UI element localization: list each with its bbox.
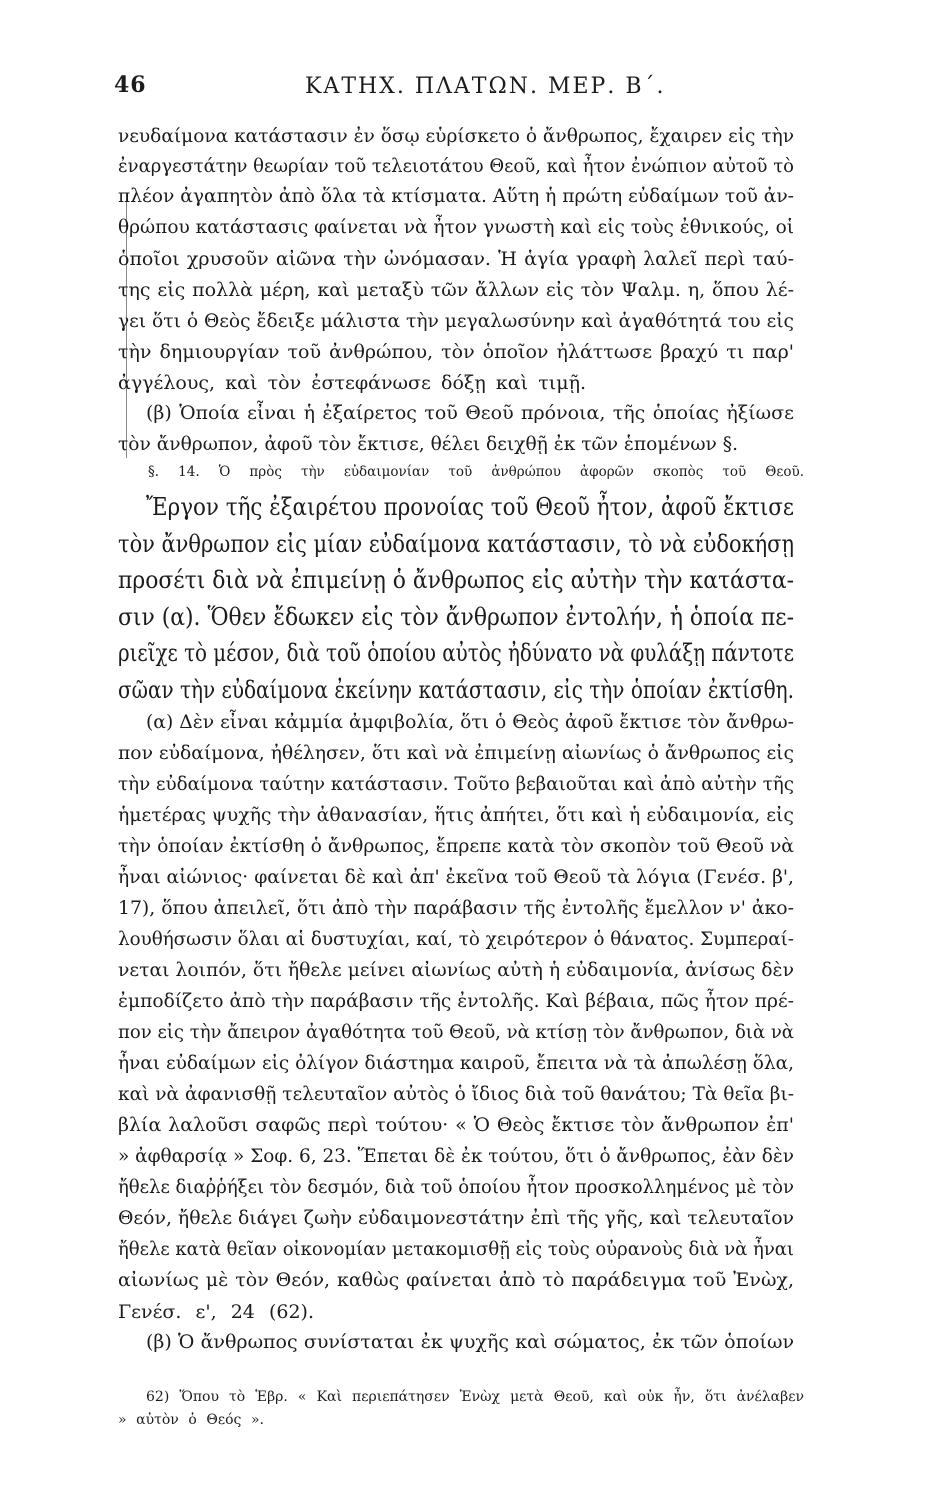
page-number: 46 [114, 72, 147, 98]
footnote-line: 62) Ὅπου τὸ Ἑβρ. « Καὶ περιεπάτησεν Ἐνὼχ μετὰ Θεοῦ, καὶ οὐκ ἦν, ὅτι ἀνέλαβεν [146, 1389, 804, 1405]
text-line: γει ὅτι ὁ Θεὸς ἔδειξε μάλιστα τὴν μεγαλωσύνην καὶ ἀγαθότητά του εἰς [118, 310, 794, 332]
text-line: τὴν ὁποίαν ἐκτίσθη ὁ ἄνθρωπος, ἔπρεπε κατὰ τὸν σκοπὸν τοῦ Θεοῦ νὰ [118, 835, 794, 857]
text-line: σῶαν τὴν εὐδαίμονα ἐκείνην κατάστασιν, εἰς τὴν ὁποίαν ἐκτίσθη. [118, 676, 794, 704]
section-heading: §. 14. Ὁ πρὸς τὴν εὐδαιμονίαν τοῦ ἀνθρώπου ἀφορῶν σκοπὸς τοῦ Θεοῦ. [148, 464, 804, 480]
text-line: αἰωνίως μὲ τὸν Θεόν, καθὼς φαίνεται ἀπὸ τὸ παράδειγμα τοῦ Ἐνὼχ, [118, 1269, 794, 1291]
running-title: ΚΑΤΗΧ. ΠΛΑΤΩΝ. ΜΕΡ. Β΄. [305, 74, 666, 99]
text-line: νεται λοιπόν, ὅτι ἤθελε μείνει αἰωνίως αὐτὴ ἡ εὐδαιμονία, ἀνίσως δὲν [118, 959, 794, 981]
text-line: Γενέσ. ε', 24 (62). [118, 1301, 314, 1323]
text-line: (β) Ὁ ἄνθρωπος συνίσταται ἐκ ψυχῆς καὶ σώματος, ἐκ τῶν ὁποίων [146, 1331, 794, 1353]
text-line: Ἔργον τῆς ἐξαιρέτου προνοίας τοῦ Θεοῦ ἦτον, ἀφοῦ ἔκτισε [146, 493, 794, 521]
text-line: ἐναργεστάτην θεωρίαν τοῦ τελειοτάτου Θεοῦ, καὶ ἦτον ἐνώπιον αὐτοῦ τὸ [118, 155, 794, 177]
footnote-line: » αὐτὸν ὁ Θεός ». [118, 1412, 264, 1428]
text-line: 17), ὅπου ἀπειλεῖ, ὅτι ἀπὸ τὴν παράβασιν τῆς ἐντολῆς ἔμελλον ν' ἀκο- [118, 897, 794, 919]
text-line: ἦναι αἰώνιος· φαίνεται δὲ καὶ ἀπ' ἐκεῖνα τοῦ Θεοῦ τὰ λόγια (Γενέσ. β', [118, 866, 794, 888]
text-line: ἤθελε διαῤῥήξει τὸν δεσμόν, διὰ τοῦ ὁποίου ἦτον προσκολλημένος μὲ τὸν [118, 1176, 794, 1198]
text-line: ἐμποδίζετο ἀπὸ τὴν παράβασιν τῆς ἐντολῆς. Καὶ βέβαια, πῶς ἦτον πρέ- [118, 990, 794, 1012]
text-line: τὸν ἄνθρωπον εἰς μίαν εὐδαίμονα κατάστασιν, τὸ νὰ εὐδοκήσῃ [118, 530, 794, 558]
text-line: ἡμετέρας ψυχῆς τὴν ἀθανασίαν, ἥτις ἀπήτει, ὅτι καὶ ἡ εὐδαιμονία, εἰς [118, 804, 794, 826]
text-line: νευδαίμονα κατάστασιν ἐν ὅσῳ εὑρίσκετο ὁ ἄνθρωπος, ἔχαιρεν εἰς τὴν [118, 125, 794, 147]
text-line: σιν (α). Ὅθεν ἔδωκεν εἰς τὸν ἄνθρωπον ἐντολήν, ἡ ὁποία πε- [118, 603, 794, 631]
text-line: ἤθελε κατὰ θεῖαν οἰκονομίαν μετακομισθῇ εἰς τοὺς οὐρανοὺς διὰ νὰ ἦναι [118, 1238, 794, 1260]
text-line: ἦναι εὐδαίμων εἰς ὀλίγον διάστημα καιροῦ, ἔπειτα νὰ τὰ ἀπωλέσῃ ὅλα, [118, 1052, 794, 1074]
text-line: » ἀφθαρσίᾳ » Σοφ. 6, 23. Ἕπεται δὲ ἐκ τούτου, ὅτι ὁ ἄνθρωπος, ἐὰν δὲν [118, 1145, 794, 1167]
text-line: πον εὐδαίμονα, ἠθέλησεν, ὅτι καὶ νὰ ἐπιμείνῃ αἰωνίως ὁ ἄνθρωπος εἰς [118, 742, 794, 764]
text-line: προσέτι διὰ νὰ ἐπιμείνῃ ὁ ἄνθρωπος εἰς αὐτὴν τὴν κατάστα- [118, 566, 794, 594]
text-line: ριεῖχε τὸ μέσον, διὰ τοῦ ὁποίου αὐτὸς ἠδύνατο νὰ φυλάξῃ πάντοτε [118, 639, 794, 667]
text-line: Θεόν, ἤθελε διάγει ζωὴν εὐδαιμονεστάτην ἐπὶ τῆς γῆς, καὶ τελευταῖον [118, 1207, 794, 1229]
text-line: της εἰς πολλὰ μέρη, καὶ μεταξὺ τῶν ἄλλων εἰς τὸν Ψαλμ. η, ὅπου λέ- [118, 279, 794, 301]
text-line: ἀγγέλους, καὶ τὸν ἐστεφάνωσε δόξῃ καὶ τιμῇ. [118, 372, 586, 394]
text-line: τὴν εὐδαίμονα ταύτην κατάστασιν. Τοῦτο βεβαιοῦται καὶ ἀπὸ αὐτὴν τῆς [118, 773, 794, 795]
text-line: πλέον ἀγαπητὸν ἀπὸ ὅλα τὰ κτίσματα. Αὕτη ἡ πρώτη εὐδαίμων τοῦ ἀν- [118, 185, 794, 207]
text-line: βλία λαλοῦσι σαφῶς περὶ τούτου· « Ὁ Θεὸς ἔκτισε τὸν ἄνθρωπον ἐπ' [118, 1114, 794, 1136]
text-line: θρώπου κατάστασις φαίνεται νὰ ἦτον γνωστὴ καὶ εἰς τοὺς ἐθνικούς, οἱ [118, 216, 794, 238]
text-line: πον εἰς τὴν ἄπειρον ἀγαθότητα τοῦ Θεοῦ, νὰ κτίσῃ τὸν ἄνθρωπον, διὰ νὰ [118, 1021, 794, 1043]
text-line: τὴν δημιουργίαν τοῦ ἀνθρώπου, τὸν ὁποῖον ἠλάττωσε βραχύ τι παρ' [118, 341, 794, 363]
text-line: (α) Δὲν εἶναι κἀμμία ἀμφιβολία, ὅτι ὁ Θεὸς ἀφοῦ ἔκτισε τὸν ἄνθρω- [146, 711, 794, 733]
text-line: λουθήσωσιν ὅλαι αἱ δυστυχίαι, καί, τὸ χειρότερον ὁ θάνατος. Συμπεραί- [118, 928, 794, 950]
text-line: καὶ νὰ ἀφανισθῇ τελευταῖον αὐτὸς ὁ ἴδιος διὰ τοῦ θανάτου; Τὰ θεῖα βι- [118, 1083, 794, 1105]
text-line: ὁποῖοι χρυσοῦν αἰῶνα τὴν ὠνόμασαν. Ἡ ἁγία γραφὴ λαλεῖ περὶ ταύ- [118, 248, 794, 270]
text-line: τὸν ἄνθρωπον, ἀφοῦ τὸν ἔκτισε, θέλει δειχθῇ ἐκ τῶν ἑπομένων §. [118, 433, 738, 455]
text-line: (β) Ὁποία εἶναι ἡ ἐξαίρετος τοῦ Θεοῦ πρόνοια, τῆς ὁποίας ἠξίωσε [146, 402, 794, 424]
